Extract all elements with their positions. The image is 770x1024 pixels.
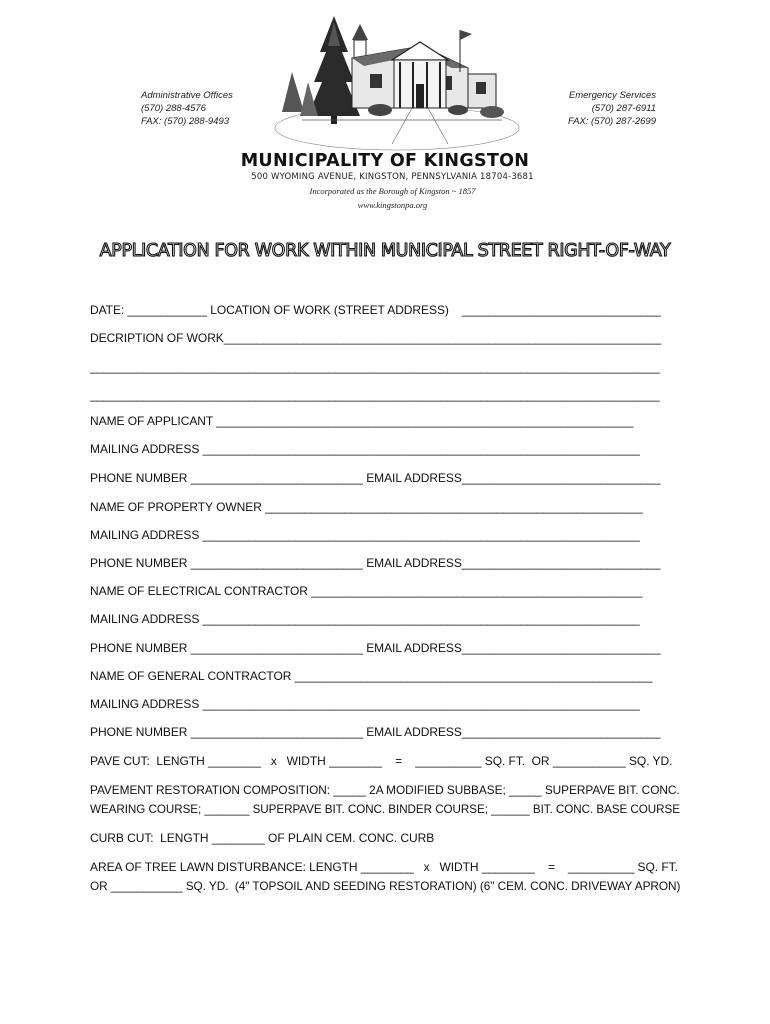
municipality-name: MUNICIPALITY OF KINGSTON	[240, 151, 530, 171]
owner-mailing-line[interactable]: MAILING ADDRESS __________________________________________________________________	[90, 528, 640, 542]
form-title: APPLICATION FOR WORK WITHIN MUNICIPAL STREET RIGHT-OF-WAY	[99, 241, 671, 261]
description-line[interactable]: DECRIPTION OF WORK__________________________________________________________________	[90, 331, 661, 345]
emergency-services-fax: FAX: (570) 287-2699	[567, 116, 656, 127]
general-contractor-line[interactable]: NAME OF GENERAL CONTRACTOR ______________________________________________________	[90, 669, 653, 683]
municipality-address: 500 WYOMING AVENUE, KINGSTON, PENNSYLVANIA 18704-3681	[251, 172, 534, 182]
tree-lawn-line[interactable]: AREA OF TREE LAWN DISTURBANCE: LENGTH ________ x WIDTH ________ = __________ SQ. FT.	[90, 860, 678, 874]
admin-offices-fax: FAX: (570) 288-9493	[141, 116, 230, 127]
owner-name-line[interactable]: NAME OF PROPERTY OWNER _________________________________________________________	[90, 500, 643, 514]
electrical-contractor-line[interactable]: NAME OF ELECTRICAL CONTRACTOR __________________________________________________	[90, 584, 643, 598]
applicant-phone-email-line[interactable]: PHONE NUMBER __________________________ EMAIL ADDRESS______________________________	[90, 471, 661, 485]
owner-phone-email-line[interactable]: PHONE NUMBER __________________________ EMAIL ADDRESS______________________________	[90, 556, 661, 570]
admin-offices-title: Administrative Offices	[141, 90, 233, 101]
general-mailing-line[interactable]: MAILING ADDRESS __________________________________________________________________	[90, 697, 640, 711]
applicant-mailing-line[interactable]: MAILING ADDRESS __________________________________________________________________	[90, 442, 640, 456]
emergency-services-block	[568, 89, 656, 128]
general-phone-email-line[interactable]: PHONE NUMBER __________________________ EMAIL ADDRESS______________________________	[90, 725, 661, 739]
pavement-restoration-line[interactable]: PAVEMENT RESTORATION COMPOSITION: _____ 2A MODIFIED SUBBASE; _____ SUPERPAVE BIT. CONC.	[90, 783, 680, 797]
description-continuation-line[interactable]: ______________________________________________________________________________________	[90, 388, 660, 402]
pave-cut-line[interactable]: PAVE CUT: LENGTH ________ x WIDTH ________ = __________ SQ. FT. OR ___________ SQ. YD.	[90, 754, 673, 768]
applicant-name-line[interactable]: NAME OF APPLICANT _______________________________________________________________	[90, 414, 634, 428]
tree-lawn-continuation-line[interactable]: OR ___________ SQ. YD. (4" TOPSOIL AND SEEDING RESTORATION) (6" CEM. CONC. DRIVEWAY APRON)	[90, 879, 681, 893]
curb-cut-line[interactable]: CURB CUT: LENGTH ________ OF PLAIN CEM. CONC. CURB	[90, 831, 435, 845]
emergency-services-phone: (570) 287-6911	[591, 103, 656, 114]
incorporation-line: Incorporated as the Borough of Kingston ~ 1857	[309, 186, 476, 196]
electrical-phone-email-line[interactable]: PHONE NUMBER __________________________ EMAIL ADDRESS______________________________	[90, 641, 661, 655]
municipal-building-illustration	[272, 12, 522, 152]
date-location-line[interactable]: DATE: ____________ LOCATION OF WORK (STREET ADDRESS) ______________________________	[90, 303, 661, 317]
website-line: www.kingstonpa.org	[357, 200, 428, 210]
description-continuation-line[interactable]: ______________________________________________________________________________________	[90, 360, 660, 374]
pavement-restoration-continuation-line[interactable]: WEARING COURSE; _______ SUPERPAVE BIT. CONC. BINDER COURSE; ______ BIT. CONC. BASE COURSE	[90, 802, 680, 816]
emergency-services-title: Emergency Services	[568, 90, 656, 101]
admin-offices-block	[141, 89, 233, 128]
admin-offices-phone: (570) 288-4576	[141, 103, 206, 114]
electrical-mailing-line[interactable]: MAILING ADDRESS __________________________________________________________________	[90, 612, 640, 626]
